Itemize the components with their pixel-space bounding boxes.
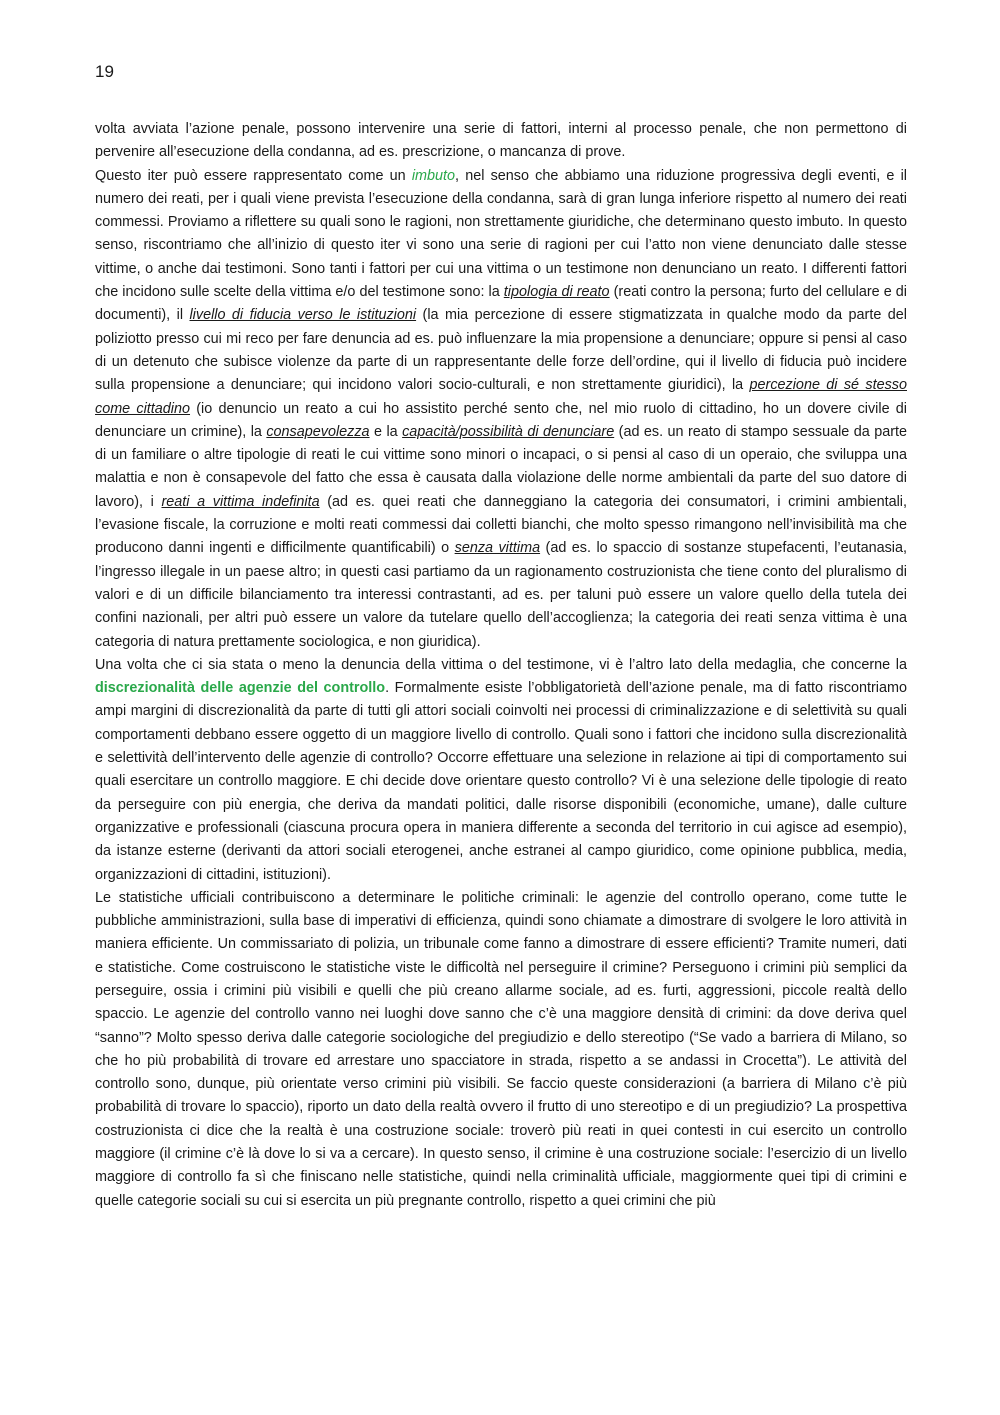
italic-text: culture organizzative e professionali (95, 796, 907, 836)
text-run: , rispetto a quei crimini che più (521, 1192, 716, 1209)
text-run: ), riporto un dato della realtà ovvero il frutto di uno stereotipo e di un pregiudizio? La prospettiva costruzionista ci dice che la realtà è una (95, 1099, 907, 1139)
text-run: . Se faccio queste considerazioni ( (496, 1076, 727, 1093)
underlined-term: capacità/possibilità di denunciare (402, 423, 615, 440)
italic-text: quei tipi di crimini e quelle categorie sociali su cui si esercita un più pregnante controllo (95, 1169, 908, 1209)
bold-text: più orientate verso crimini più visibili (255, 1076, 497, 1093)
text-run: (economiche, umane), dalle (666, 796, 864, 813)
underlined-term: livello di fiducia verso le istituzioni (189, 307, 417, 324)
text-run: (ad es. lo spaccio di sostanze stupefacenti, l’eutanasia, l’ingresso illegale in un paese altro; in questi casi partiamo da un ragionamento costruzionista che tiene conto del (95, 540, 907, 580)
text-run: Questo iter può essere rappresentato come un (95, 167, 412, 184)
underlined-term: reati a vittima indefinita (161, 493, 320, 510)
text-run: (la mia percezione di essere stigmatizzata in qualche modo da parte del poliziotto presso cui mi reco per fare denuncia ad es. può influenzare la mia propensione a denunciare; oppure si pensi al caso di un detenuto che subisce violenze da parte di un rappresentante delle forze dell’ordine, qui il livello di fiducia può incidere sulla propensione a denunciare; qui incidono valori socio-culturali, e non strettamente giuridici), la (95, 307, 907, 394)
key-term: imbuto (411, 167, 456, 184)
text-run: (derivanti da attori sociali eterogenei, anche estranei al campo giuridico, come opinione pubblica, media, organizzazioni di cittadini, istituzioni). (95, 843, 908, 883)
text-run: (ciascuna procura opera in maniera differente a seconda del territorio in cui agisce ad esempio), da (95, 819, 907, 860)
text-run: e di un (129, 586, 190, 603)
document-body (95, 118, 907, 1213)
italic-text: prettamente sociologica (218, 633, 371, 650)
text-run: . Formalmente esiste l’obbligatorietà dell’azione penale, ma di fatto riscontriamo ampi margini di discrezionalità da parte di tutti gli attori sociali coinvolti nei processi di criminalizzazione e di selettività su quali comportamenti debbano essere oggetto di un maggiore livello di controllo. Quali sono i fattori che incidono sulla discrezionalità e selettività dell’intervento delle agenzie di controllo? Occorre effettuare una selezione in relazione ai tipi di comportamento sui quali esercitare un controllo maggiore. E chi decide dove orientare questo controllo? Vi è una selezione delle tipologie di reato da perseguire con più energia, che deriva da (95, 680, 907, 813)
text-run: : troverò più reati in quei contesti in cui esercito un controllo maggiore (il crimine c’è là dove lo si va a cercare). In questo senso, il crimine è una costruzione sociale: l’esercizio di un livello maggiore di controllo fa sì che finiscano nelle statistiche, quindi nella criminalità ufficiale, maggiormente (95, 1122, 907, 1186)
italic-text: risorse disponibili (553, 796, 667, 813)
italic-text: imperativi di efficienza (354, 913, 497, 930)
underlined-term: consapevolezza (266, 423, 370, 440)
italic-text: mandati politici (407, 796, 506, 813)
key-term: discrezionalità delle agenzie del controllo (95, 680, 386, 697)
text-run: (reati contro la persona; furto del cellulare e di documenti), il (95, 284, 908, 324)
text-run: , e non giuridica). (370, 633, 481, 650)
text-run: (ad es. quei reati che danneggiano la categoria dei consumatori, i crimini ambientali, l’evasione fiscale, la corruzione e molti reati commessi dai colletti bianchi, che molto spesso rimangono nell’invisibilità ma che producono danni ingenti e difficilmente quantificabili (95, 493, 907, 557)
text-run: che c’è una maggiore densità di crimini: da dove deriva quel “ (95, 1006, 907, 1046)
underlined-term: senza vittima (454, 540, 541, 557)
italic-text: sanno (99, 1029, 140, 1046)
underlined-term: tipologia di reato (503, 284, 610, 301)
text-run: (ad es. un reato di stampo sessuale da parte di un familiare o altre tipologie di reati le cui vittime sono minori o incapaci, o si pensi al caso di un operaio, che sviluppa una malattia e non è consapevole del fatto che essa è causata dalla violazione delle norme ambientali da parte del suo datore di lavoro), i (95, 423, 907, 510)
text-run: , dalle (505, 796, 554, 813)
paragraph (95, 118, 907, 165)
page-number: 19 (95, 62, 114, 81)
text-run: , nel senso che abbiamo una riduzione progressiva degli eventi, e il numero dei reati, per i quali viene prevista l’esecuzione della condanna, sarà di gran lunga inferiore rispetto al numero dei reati commessi. Proviamo a riflettere su quali sono le ragioni, non strettamente giuridiche, che determinano questo imbuto. In questo senso, riscontriamo che all’inizio di questo iter vi sono una serie di ragioni per cui l’atto non viene denunciato dalle stesse vittime, o anche dai testimoni. Sono tanti i fattori per cui una vittima o un testimone non denunciano un reato. I differenti fattori che incidono sulle scelte della vittima e/o del testimone sono: la (95, 167, 908, 301)
text-run: Una volta che ci sia stata o meno la denuncia della vittima o del testimone, vi è l’altro lato della medaglia, che concerne la (95, 656, 907, 673)
italic-text: istanze esterne (116, 843, 216, 860)
text-run: , quindi sono chiamate a dimostrare di svolgere le loro attività in maniera efficiente. Un commissariato di polizia, un tribunale come fanno a dimostrare di essere efficienti? Tramite numeri, dati e statistiche. Come costruiscono le statistiche viste le difficoltà nel perseguire il crimine? Perseguono i crimini più semplici da perseguire, ossia i crimini più visibili e quelli che più creano allarme sociale, ad es. furti, aggressioni, piccole realtà dello spaccio. Le agenzie del controllo vanno nei luoghi dove (95, 913, 907, 1023)
text-run: (io denuncio un reato a cui ho assistito perché sento che, nel mio ruolo di cittadino, ho un dovere civile di denunciare un crimine), la (95, 400, 907, 440)
text-run: e la (369, 423, 403, 440)
text-run: ”). Le attività del controllo sono, dunque, (95, 1052, 907, 1093)
text-run: tra interessi contrastanti, ad es. per taluni può essere un valore quello della tutela dei confini nazionali, per altri può essere un valore da tutelare quello dell’accoglienza; la categoria dei reati senza vittima è una categoria di natura (95, 586, 907, 650)
italic-text: ) o (430, 540, 455, 557)
italic-text: pluralismo di valori (95, 563, 907, 603)
paragraph (95, 887, 907, 1213)
italic-text: difficile bilanciamento (189, 586, 329, 603)
text-run: ”? Molto spesso deriva dalle categorie sociologiche del pregiudizio e dello stereotipo (“ (139, 1029, 699, 1046)
text-run: volta avviata l’azione penale, possono intervenire una serie di fattori, interni al processo penale, che non permettono di pervenire all’esecuzione della condanna, ad es. prescrizione, o mancanza di prove. (95, 121, 907, 161)
bold-text: costruzione sociale (375, 1122, 500, 1139)
underlined-term: percezione di sé stesso come cittadino (95, 377, 907, 417)
paragraph (95, 165, 907, 654)
text-run: Le statistiche ufficiali contribuiscono a determinare le politiche criminali: le agenzie del controllo operano, come tutte le pubbliche amministrazioni, sulla base di (95, 889, 907, 930)
italic-text: Se vado a barriera di Milano, so che ho più probabilità di trovare ed arrestare uno spacciatore in strada, rispetto a se andassi in Crocetta (95, 1029, 907, 1069)
paragraph (95, 654, 907, 887)
italic-text: a barriera di Milano c’è più probabilità di trovare lo spaccio (95, 1076, 907, 1116)
italic-text: sanno (465, 1006, 505, 1023)
